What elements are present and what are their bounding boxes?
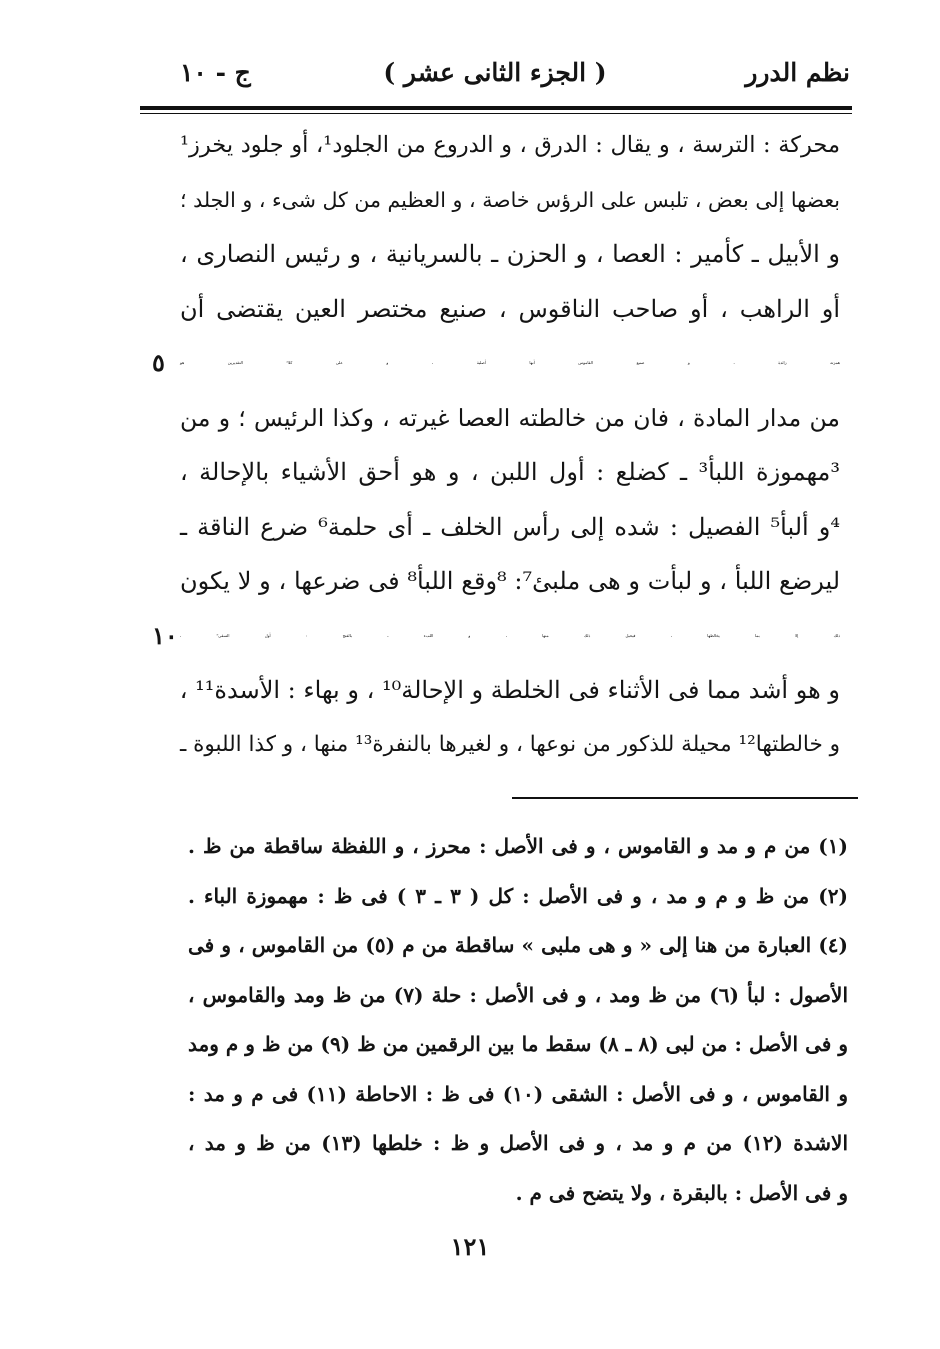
text-line [180,554,840,609]
footnote-line: (٢) من ظ و م و مد ، و فى الأصل : كل ( ٣ ـ ٣ ) فى ظ : مهموزة الباء . [188,883,848,908]
footnote-line: و فى الأصل : بالبقرة ، ولا يتضح فى م . [515,1180,848,1205]
line-number-marker: ٥ [152,348,165,377]
text-line [180,282,840,337]
part-title: ( الجزء الثانى عشر ) [383,58,607,87]
page-number: ١٢١ [450,1232,490,1261]
text-line [180,445,840,500]
text-line [180,500,840,555]
text-line-content: ليرضع اللبأ ، و لبأت و هى ملبئ⁷: ⁸وقع اللبأ⁸ فى ضرعها ، و لا يكون [180,567,841,595]
text-line [180,173,840,228]
footnote-line: (٤) العبارة من هنا إلى « و هى ملبى » ساقطة من م (٥) من القاموس ، و فى [188,933,849,957]
footnote-line: (١) من م و مد و القاموس ، و فى الأصل : محرز ، و اللفظة ساقطة من ظ . [188,834,848,858]
volume-label: ج - ١٠ [180,58,251,87]
text-line-content: و خالطتها¹² محيلة للذكور من نوعها ، و لغيرها بالنفرة¹³ منها ، و كذا اللبوة ـ [179,731,840,757]
text-line-content: من مدار المادة ، فان من خالطته العصا غيرته ، وكذا الرئيس ؛ و من [180,403,840,432]
footnotes [188,822,848,1218]
text-line [152,336,840,391]
text-line [180,718,840,773]
text-line-content: و الأبيل ـ كأمير : العصا ، و الحزن ـ بالسريانية ، و رئيس النصارى ، [180,240,840,268]
footnote-line: الاشدة (١٢) من م و مد ، و فى الأصل و ظ : خلطها (١٣) من ظ و مد ، [188,1131,848,1155]
header-rule-thin [140,113,852,114]
footnote-line: الأصول : لبأ (٦) من ظ ومد ، و فى الأصل : حلة (٧) من ظ ومد والقاموس ، [188,982,849,1007]
footnote-line: و فى الأصل : من لبى (٨ ـ ٨) سقط ما بين الرقمين من ظ (٩) من ظ و م ومد [188,1032,848,1056]
header-rule-thick [140,106,852,110]
text-line-content: ³مهموزة اللبأ³ ـ كضلع : أول اللبن ، و هو أحق الأشياء بالإحالة ، [180,458,840,486]
text-line-content: و هو أشد مما فى الأثناء فى الخلطة و الإحالة¹⁰ ، و بهاء : الأسدة¹¹ ، [179,676,840,704]
text-line [152,609,841,664]
line-number-marker: ١٠ [152,620,178,650]
text-line-content: ⁴و ألبأ⁵ الفصيل : شده إلى رأس الخلف ـ أى حلمة⁶ ضرع الناقة ـ [180,512,841,541]
text-line-content: محركة : الترسة ، و يقال : الدرق ، و الدروع من الجلود¹، أو جلود يخرز¹ [180,132,840,158]
footnote-separator [512,797,858,799]
text-line-content: همزته زائدة ، و صنيع القاموس أنها أصلية ، و على كلا² التقديرين هو [180,360,840,365]
text-line [180,118,840,173]
text-line-content: بعضها إلى بعض ، تلبس على الرؤس خاصة ، و العظيم من كل شىء ، و الجلد ؛ [180,187,840,212]
text-line-content: أو الراهب ، أو صاحب الناقوس ، صنيع مختصر العين يقتضى أن [180,294,840,323]
book-title: نظم الدرر [745,58,850,87]
running-header [140,58,850,98]
text-line [180,663,840,718]
main-text [152,118,841,772]
footnote-line: و القاموس ، و فى الأصل : الشقى (١٠) فى ظ : الاحاطة (١١) فى م و مد : [188,1081,848,1106]
text-line [180,391,840,446]
text-line [180,227,840,282]
text-line-content: ذلك إلا بما يخالطها ، فيحيل ذلك منها ، و اللبء ـ بالفتح : أول السقى⁹ ، [180,632,841,638]
